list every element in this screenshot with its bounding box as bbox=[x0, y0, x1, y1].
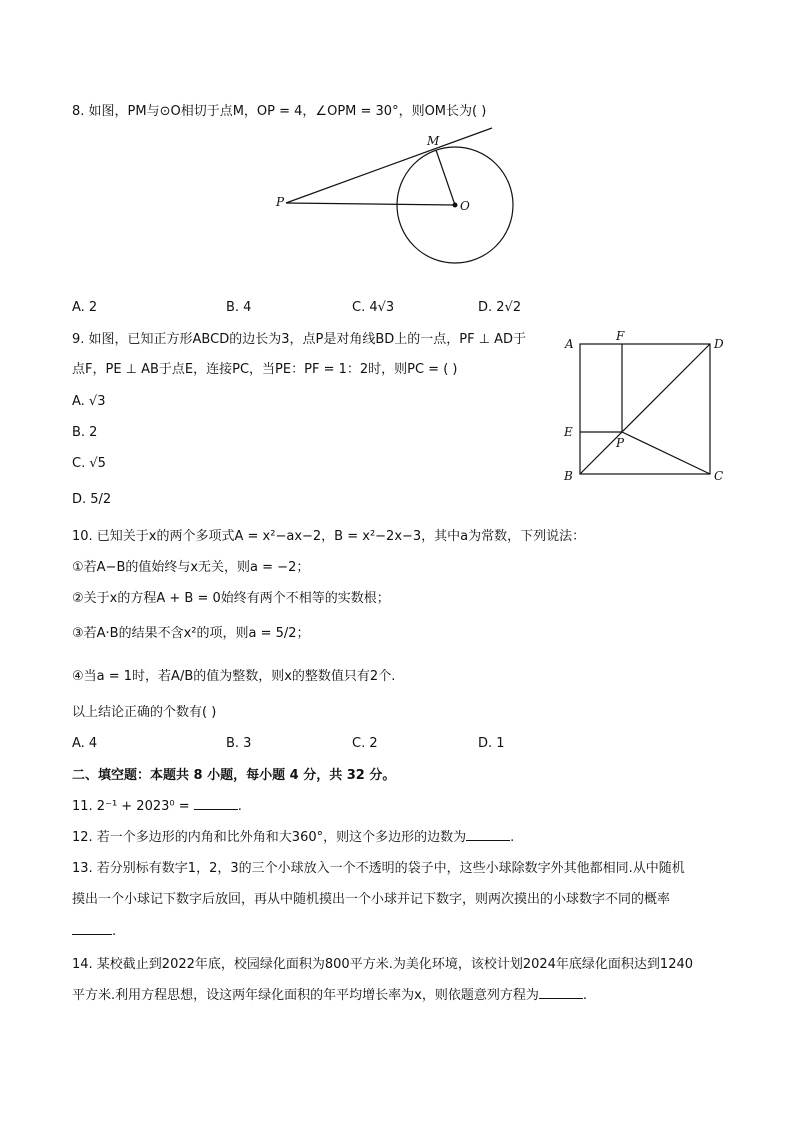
q12-stem: 12. 若一个多边形的内角和比外角和大360°，则这个多边形的边数为 bbox=[72, 830, 467, 845]
section-2-title: 二、填空题：本题共 8 小题，每小题 4 分，共 32 分。 bbox=[72, 768, 396, 783]
q10-option-b[interactable]: B. 3 bbox=[226, 736, 252, 751]
label-a: A bbox=[565, 337, 574, 351]
q9-stem-line2: 点F，PE ⊥ AB于点E，连接PC，当PE：PF = 1：2时，则PC = ( ) bbox=[72, 362, 458, 377]
q9-stem-line1: 9. 如图，已知正方形ABCD的边长为3，点P是对角线BD上的一点，PF ⊥ AD于 bbox=[72, 332, 527, 347]
q9-figure bbox=[560, 330, 730, 490]
segment-po bbox=[286, 203, 455, 205]
q13-line1: 13. 若分别标有数字1，2，3的三个小球放入一个不透明的袋子中，这些小球除数字外其他都相同.从中随机 bbox=[72, 861, 685, 876]
q10-option-d[interactable]: D. 1 bbox=[478, 736, 505, 751]
label-e: E bbox=[564, 425, 573, 439]
label-m: M bbox=[427, 134, 440, 148]
q9-option-a[interactable]: A. √3 bbox=[72, 394, 106, 409]
q14-answer-blank[interactable] bbox=[539, 986, 583, 999]
q11-stem: 11. 2⁻¹ + 2023⁰ = bbox=[72, 799, 194, 814]
diagonal-bd bbox=[580, 344, 710, 474]
q10-question: 以上结论正确的个数有( ) bbox=[72, 705, 217, 720]
q14-end: . bbox=[582, 988, 587, 1003]
q10-option-c[interactable]: C. 2 bbox=[352, 736, 378, 751]
q8-option-c[interactable]: C. 4√3 bbox=[352, 300, 395, 315]
q12-answer-blank[interactable] bbox=[466, 828, 510, 841]
q10-statement-4: ④当a = 1时，若A/B的值为整数，则x的整数值只有2个. bbox=[72, 669, 396, 684]
q11-answer-blank[interactable] bbox=[194, 797, 238, 810]
label-p: P bbox=[616, 436, 625, 450]
q10-statement-1: ①若A−B的值始终与x无关，则a = −2； bbox=[72, 560, 310, 575]
line-tangent-pm bbox=[286, 128, 492, 203]
label-b: B bbox=[564, 469, 573, 483]
label-o: O bbox=[460, 199, 470, 213]
q14-stem: 平方米.利用方程思想，设这两年绿化面积的年平均增长率为x，则依题意列方程为 bbox=[72, 988, 539, 1003]
q8-figure bbox=[260, 120, 540, 270]
q13-line3 bbox=[72, 922, 116, 942]
q9-option-c[interactable]: C. √5 bbox=[72, 456, 106, 471]
q8-option-b[interactable]: B. 4 bbox=[226, 300, 252, 315]
q9-option-d[interactable]: D. 5/2 bbox=[72, 492, 112, 507]
label-c: C bbox=[714, 469, 724, 483]
q8-stem: 8. 如图，PM与⊙O相切于点M，OP = 4，∠OPM = 30°，则OM长为( ) bbox=[72, 104, 487, 119]
q12-end: . bbox=[510, 830, 515, 845]
label-d: D bbox=[714, 337, 724, 351]
q10-statement-2: ②关于x的方程A + B = 0始终有两个不相等的实数根； bbox=[72, 591, 390, 606]
q10-stem: 10. 已知关于x的两个多项式A = x²−ax−2，B = x²−2x−3，其中a为常数，下列说法： bbox=[72, 529, 586, 544]
label-f: F bbox=[616, 330, 625, 343]
q12-line bbox=[72, 828, 514, 848]
segment-pc bbox=[622, 432, 710, 474]
q13-answer-blank[interactable] bbox=[72, 922, 112, 935]
segment-om bbox=[436, 150, 455, 205]
q11-end: . bbox=[237, 799, 242, 814]
label-p: P bbox=[276, 195, 285, 209]
q14-line1: 14. 某校截止到2022年底，校园绿化面积为800平方米.为美化环境，该校计划2024年底绿化面积达到1240 bbox=[72, 957, 694, 972]
q13-line2: 摸出一个小球记下数字后放回，再从中随机摸出一个小球并记下数字，则两次摸出的小球数字不同的概率 bbox=[72, 892, 671, 907]
q8-option-d[interactable]: D. 2√2 bbox=[478, 300, 522, 315]
q10-statement-3: ③若A·B的结果不含x²的项，则a = 5/2； bbox=[72, 626, 310, 641]
point-o bbox=[453, 203, 458, 208]
q13-end: . bbox=[112, 924, 117, 939]
q9-option-b[interactable]: B. 2 bbox=[72, 425, 98, 440]
q10-option-a[interactable]: A. 4 bbox=[72, 736, 98, 751]
q8-option-a[interactable]: A. 2 bbox=[72, 300, 98, 315]
q14-line2 bbox=[72, 986, 587, 1006]
q11-line bbox=[72, 797, 242, 817]
